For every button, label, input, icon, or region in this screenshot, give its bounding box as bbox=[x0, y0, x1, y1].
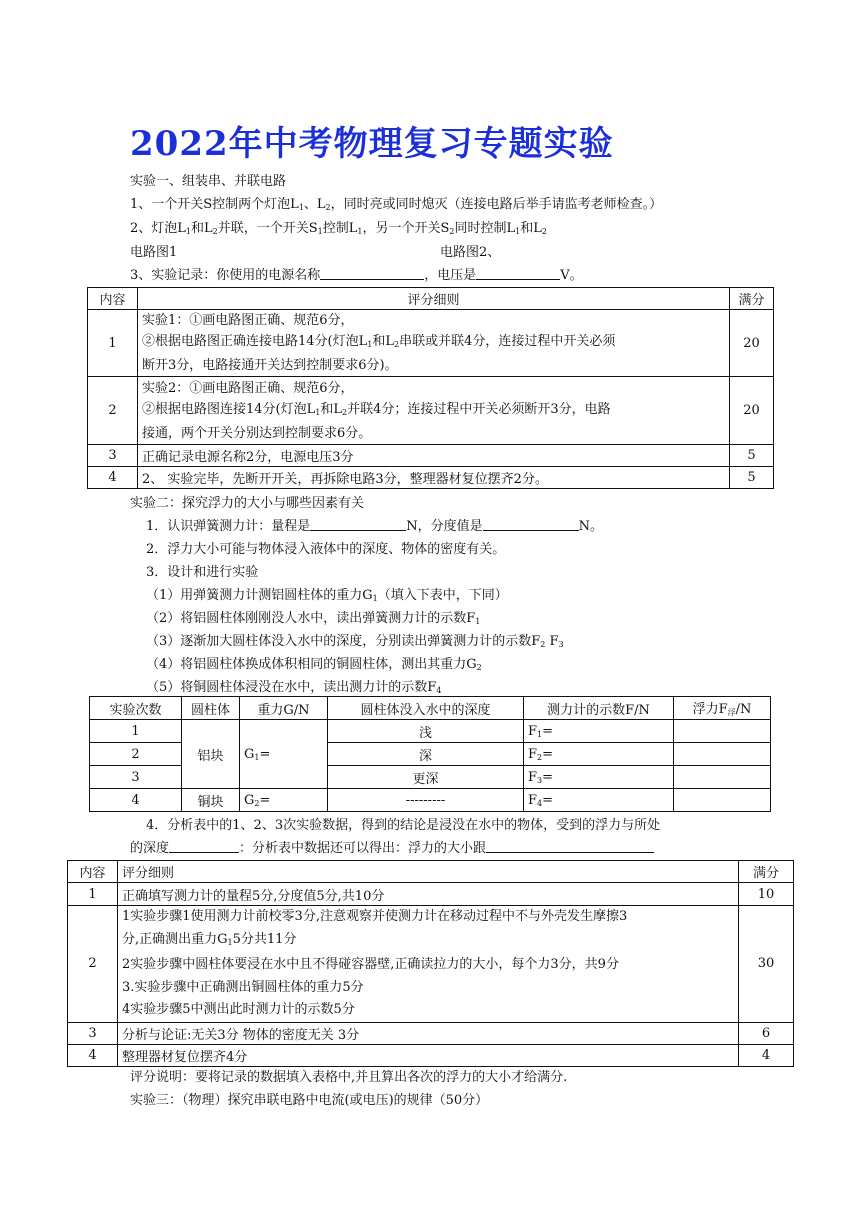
scoring-note: 评分说明：要将记录的数据填入表格中,并且算出各次的浮力的大小才给满分. bbox=[130, 1070, 568, 1085]
exp2-step3: 3．设计和进行实验 bbox=[146, 565, 259, 580]
col-header: 内容 bbox=[88, 288, 138, 310]
exp2-step2: 2．浮力大小可能与物体浸入液体中的深度、物体的密度有关。 bbox=[146, 542, 506, 557]
exp1-item2: 2、灯泡$L_1$和$L_2$并联，一个开关$S_1$控制$L_1$，另一个开关$S_2$同时控制$L_1$和$L_2$ bbox=[130, 221, 547, 236]
row-score: 5 bbox=[730, 445, 774, 467]
exp2-proc1: （1）用弹簧测力计测铝圆柱体的重力$G_1$（填入下表中，下同） bbox=[146, 588, 508, 603]
buoyancy-data-table bbox=[89, 696, 771, 812]
exp2-proc3: （3）逐渐加大圆柱体没入水中的深度，分别读出弹簧测力计的示数$F_2$ $F_3$ bbox=[146, 634, 564, 649]
exp3-heading: 实验三：（物理）探究串联电路中电流(或电压)的规律（50分） bbox=[130, 1093, 489, 1108]
row-no: 2 bbox=[68, 906, 118, 1023]
exp1-score-table bbox=[87, 287, 774, 489]
detail-line: 1实验步骤1使用测力计前校零3分,注意观察并使测力计在移动过程中不与外壳发生摩擦3 bbox=[122, 909, 628, 924]
exp1-item1: 1、一个开关S控制两个灯泡$L_1$、$L_2$，同时亮或同时熄灭（连接电路后举手请监考老师检查。） bbox=[130, 197, 663, 212]
col-header: 满分 bbox=[730, 288, 774, 310]
division-blank[interactable] bbox=[483, 517, 579, 531]
weight-g1-cell[interactable]: $G_1=$ bbox=[240, 720, 328, 789]
row-detail: 分析与论证:无关3分 物体的密度无关 3分 bbox=[118, 1022, 739, 1044]
exp2-step4b bbox=[130, 839, 654, 859]
row-detail: 整理器材复位摆齐4分 bbox=[118, 1044, 739, 1066]
row-score: 30 bbox=[739, 906, 794, 1023]
depth-conclusion-label: 的深度 bbox=[130, 841, 170, 856]
row-score: 6 bbox=[739, 1022, 794, 1044]
reading-cell[interactable]: $F_3=$ bbox=[524, 766, 674, 789]
row-no: 3 bbox=[88, 445, 138, 467]
row-no: 4 bbox=[88, 467, 138, 489]
exp2-score-table bbox=[67, 860, 794, 1067]
table-row bbox=[68, 1022, 794, 1044]
detail-line: ②根据电路图正确连接电路14分(灯泡$L_1$和$L_2$串联或并联4分，连接过程中开关必须 bbox=[142, 334, 616, 349]
row-score: 20 bbox=[730, 377, 774, 445]
row-no: 1 bbox=[90, 720, 182, 743]
row-score: 4 bbox=[739, 1044, 794, 1066]
row-detail: 2、 实验完毕，先断开开关，再拆除电路3分，整理器材复位摆齐2分。 bbox=[138, 467, 730, 489]
detail-line: 4实验步骤5中测出此时测力计的示数5分 bbox=[122, 1002, 355, 1017]
row-detail bbox=[138, 310, 730, 377]
depth-cell: 浅 bbox=[328, 720, 524, 743]
buoyancy-cell[interactable] bbox=[674, 720, 771, 743]
exp1-record bbox=[130, 266, 583, 286]
diagram1-label: 电路图1 bbox=[130, 245, 178, 260]
col-header: 测力计的示数F/N bbox=[524, 697, 674, 720]
buoyancy-factor-label: ：分析表中数据还可以得出：浮力的大小跟 bbox=[239, 841, 487, 856]
division-unit: N。 bbox=[578, 519, 604, 534]
division-label: N，分度值是 bbox=[406, 519, 483, 534]
col-header: 评分细则 bbox=[138, 288, 730, 310]
depth-cell: 深 bbox=[328, 743, 524, 766]
voltage-blank[interactable] bbox=[476, 266, 560, 280]
detail-line: ②根据电路图连接14分(灯泡$L_1$和$L_2$并联4分；连接过程中开关必须断开3分，电路 bbox=[142, 401, 611, 417]
row-score: 10 bbox=[739, 883, 794, 906]
col-header: 重力G/N bbox=[240, 697, 328, 720]
row-detail bbox=[138, 377, 730, 445]
row-no: 3 bbox=[68, 1022, 118, 1044]
depth-cell: --------- bbox=[328, 789, 524, 812]
exp2-step1 bbox=[146, 517, 603, 537]
col-header: 满分 bbox=[739, 861, 794, 883]
row-no: 4 bbox=[90, 789, 182, 812]
col-header: 浮力$F_浮/N$ bbox=[674, 697, 771, 720]
table-row bbox=[68, 906, 794, 1023]
row-no: 1 bbox=[88, 310, 138, 377]
row-detail bbox=[118, 906, 739, 1023]
range-blank[interactable] bbox=[310, 517, 406, 531]
exp2-proc4: （4）将铝圆柱体换成体积相同的铜圆柱体，测出其重力$G_2$ bbox=[146, 657, 482, 672]
buoyancy-cell[interactable] bbox=[674, 766, 771, 789]
cylinder-al: 铝块 bbox=[182, 720, 240, 789]
table-row bbox=[90, 789, 771, 812]
buoyancy-cell[interactable] bbox=[674, 789, 771, 812]
buoyancy-cell[interactable] bbox=[674, 743, 771, 766]
depth-conclusion-blank[interactable] bbox=[169, 839, 239, 853]
buoyancy-factor-blank[interactable] bbox=[486, 839, 654, 853]
detail-line: 实验2：①画电路图正确、规范6分， bbox=[142, 380, 354, 396]
detail-line: 3.实验步骤中正确测出铜圆柱体的重力5分 bbox=[122, 979, 364, 995]
table-row bbox=[68, 1044, 794, 1066]
depth-cell: 更深 bbox=[328, 766, 524, 789]
record-voltage-label: ，电压是 bbox=[424, 268, 477, 283]
col-header: 内容 bbox=[68, 861, 118, 883]
detail-line: 接通，两个开关分别达到控制要求6分。 bbox=[142, 425, 372, 441]
detail-line: 实验1：①画电路图正确、规范6分， bbox=[142, 313, 354, 328]
col-header: 评分细则 bbox=[118, 861, 739, 883]
table-row bbox=[90, 720, 771, 743]
table-row bbox=[68, 883, 794, 906]
row-no: 1 bbox=[68, 883, 118, 906]
table-row bbox=[88, 377, 774, 445]
power-name-blank[interactable] bbox=[320, 266, 424, 280]
record-unit: V。 bbox=[560, 268, 583, 283]
col-header: 实验次数 bbox=[90, 697, 182, 720]
exp2-heading: 实验二：探究浮力的大小与哪些因素有关 bbox=[130, 496, 365, 511]
table-row bbox=[88, 310, 774, 377]
detail-line: 2实验步骤中圆柱体要浸在水中且不得碰容器壁,正确读拉力的大小，每个力3分，共9分 bbox=[122, 957, 619, 972]
cylinder-cu: 铜块 bbox=[182, 789, 240, 812]
row-no: 2 bbox=[90, 743, 182, 766]
record-power-label: 3、实验记录：你使用的电源名称 bbox=[130, 268, 321, 283]
table-row bbox=[88, 467, 774, 489]
exp2-step4a: 4．分析表中的1、2、3次实验数据，得到的结论是浸没在水中的物体，受到的浮力与所处 bbox=[146, 818, 661, 833]
diagram2-label: 电路图2、 bbox=[440, 245, 501, 260]
exp2-proc2: （2）将铝圆柱体刚刚没人水中，读出弹簧测力计的示数$F_1$ bbox=[146, 611, 481, 626]
weight-g2-cell[interactable]: $G_2=$ bbox=[240, 789, 328, 812]
page-title: 2022年中考物理复习专题实验 bbox=[130, 124, 614, 164]
detail-line: 分,正确测出重力$G_15$分共11分 bbox=[122, 931, 297, 947]
row-score: 5 bbox=[730, 467, 774, 489]
row-detail: 正确记录电源名称2分，电源电压3分 bbox=[138, 445, 730, 467]
row-no: 3 bbox=[90, 766, 182, 789]
exp1-heading: 实验一、组装串、并联电路 bbox=[130, 174, 287, 189]
range-label: 1．认识弹簧测力计：量程是 bbox=[146, 519, 311, 534]
detail-line: 断开3分，电路接通开关达到控制要求6分)。 bbox=[142, 358, 398, 373]
reading-cell[interactable]: $F_2=$ bbox=[524, 743, 674, 766]
row-detail: 正确填写测力计的量程5分,分度值5分,共10分 bbox=[118, 883, 739, 906]
col-header: 圆柱体没入水中的深度 bbox=[328, 697, 524, 720]
row-no: 4 bbox=[68, 1044, 118, 1066]
reading-cell[interactable]: $F_4=$ bbox=[524, 789, 674, 812]
row-no: 2 bbox=[88, 377, 138, 445]
col-header: 圆柱体 bbox=[182, 697, 240, 720]
row-score: 20 bbox=[730, 310, 774, 377]
table-row bbox=[88, 445, 774, 467]
reading-cell[interactable]: $F_1=$ bbox=[524, 720, 674, 743]
exp2-proc5: （5）将铜圆柱体浸没在水中，读出测力计的示数$F_4$ bbox=[146, 680, 442, 695]
